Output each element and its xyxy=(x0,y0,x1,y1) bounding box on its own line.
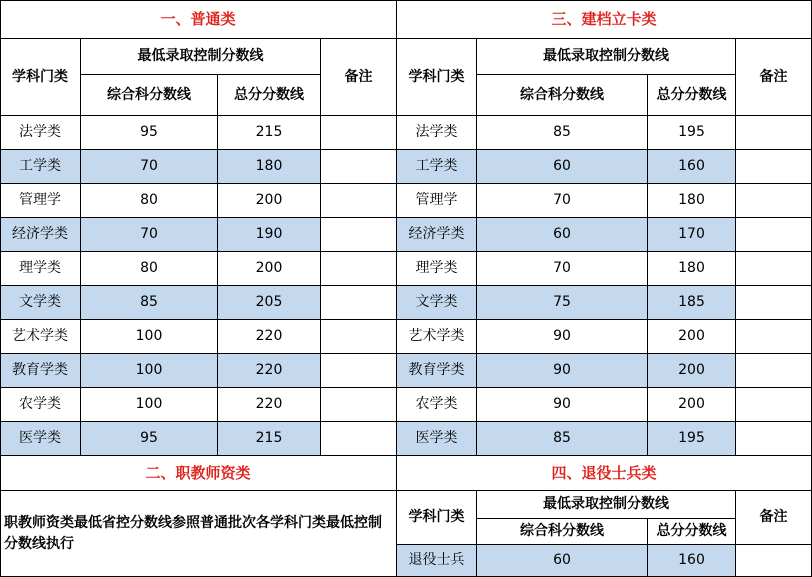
poor-row-remark xyxy=(736,150,812,184)
poor-row-subject: 文学类 xyxy=(397,286,477,320)
poor-row-total: 185 xyxy=(648,286,736,320)
general-row-remark xyxy=(321,388,397,422)
poor-row-remark xyxy=(736,252,812,286)
poor-row-composite: 90 xyxy=(477,320,648,354)
general-row-subject: 理学类 xyxy=(0,252,81,286)
general-row-subject: 文学类 xyxy=(0,286,81,320)
poor-row-composite: 90 xyxy=(477,354,648,388)
poor-row-subject: 经济学类 xyxy=(397,218,477,252)
veteran-row-remark xyxy=(736,545,812,577)
header-remarks: 备注 xyxy=(736,491,812,545)
general-row-subject: 经济学类 xyxy=(0,218,81,252)
general-row-composite: 70 xyxy=(81,218,218,252)
poor-row-composite: 60 xyxy=(477,150,648,184)
general-row-remark xyxy=(321,354,397,388)
poor-row-remark xyxy=(736,184,812,218)
header-subject-category: 学科门类 xyxy=(397,491,477,545)
poor-row-composite: 70 xyxy=(477,184,648,218)
general-row-composite: 85 xyxy=(81,286,218,320)
poor-row-composite: 85 xyxy=(477,422,648,456)
general-row-remark xyxy=(321,184,397,218)
general-row-composite: 100 xyxy=(81,320,218,354)
general-row-total: 200 xyxy=(218,252,321,286)
general-row-remark xyxy=(321,422,397,456)
header-composite-score: 综合科分数线 xyxy=(477,519,648,545)
general-row-composite: 70 xyxy=(81,150,218,184)
general-row-composite: 95 xyxy=(81,116,218,150)
poor-row-subject: 法学类 xyxy=(397,116,477,150)
header-total-score: 总分分数线 xyxy=(648,519,736,545)
general-row-remark xyxy=(321,116,397,150)
poor-row-remark xyxy=(736,116,812,150)
general-row-remark xyxy=(321,150,397,184)
poor-row-subject: 教育学类 xyxy=(397,354,477,388)
vocational-teacher-note: 职教师资类最低省控分数线参照普通批次各学科门类最低控制分数线执行 xyxy=(0,491,397,577)
poor-row-remark xyxy=(736,218,812,252)
section-title-veterans: 四、退役士兵类 xyxy=(397,456,812,491)
poor-row-composite: 60 xyxy=(477,218,648,252)
general-row-total: 205 xyxy=(218,286,321,320)
veteran-row-total: 160 xyxy=(648,545,736,577)
poor-row-subject: 农学类 xyxy=(397,388,477,422)
poor-row-total: 180 xyxy=(648,184,736,218)
general-row-total: 220 xyxy=(218,354,321,388)
poor-row-total: 195 xyxy=(648,422,736,456)
header-total-score: 总分分数线 xyxy=(648,75,736,116)
general-row-composite: 100 xyxy=(81,388,218,422)
poor-row-composite: 75 xyxy=(477,286,648,320)
general-row-composite: 80 xyxy=(81,184,218,218)
general-row-remark xyxy=(321,320,397,354)
poor-row-total: 180 xyxy=(648,252,736,286)
poor-row-total: 195 xyxy=(648,116,736,150)
poor-row-total: 200 xyxy=(648,388,736,422)
poor-row-composite: 70 xyxy=(477,252,648,286)
poor-row-composite: 85 xyxy=(477,116,648,150)
poor-row-subject: 艺术学类 xyxy=(397,320,477,354)
poor-row-subject: 管理学 xyxy=(397,184,477,218)
poor-row-remark xyxy=(736,286,812,320)
veteran-row-subject: 退役士兵 xyxy=(397,545,477,577)
general-row-total: 220 xyxy=(218,388,321,422)
poor-row-remark xyxy=(736,388,812,422)
poor-row-composite: 90 xyxy=(477,388,648,422)
general-row-subject: 艺术学类 xyxy=(0,320,81,354)
general-row-composite: 80 xyxy=(81,252,218,286)
header-subject-category: 学科门类 xyxy=(0,39,81,116)
poor-row-total: 160 xyxy=(648,150,736,184)
header-remarks: 备注 xyxy=(321,39,397,116)
poor-row-subject: 理学类 xyxy=(397,252,477,286)
general-row-total: 220 xyxy=(218,320,321,354)
poor-row-remark xyxy=(736,354,812,388)
poor-row-remark xyxy=(736,320,812,354)
general-row-subject: 法学类 xyxy=(0,116,81,150)
header-total-score: 总分分数线 xyxy=(218,75,321,116)
general-row-total: 190 xyxy=(218,218,321,252)
header-composite-score: 综合科分数线 xyxy=(81,75,218,116)
section-title-general: 一、普通类 xyxy=(0,0,397,39)
poor-row-subject: 医学类 xyxy=(397,422,477,456)
poor-row-total: 200 xyxy=(648,354,736,388)
general-row-remark xyxy=(321,252,397,286)
poor-row-remark xyxy=(736,422,812,456)
general-row-total: 180 xyxy=(218,150,321,184)
general-row-subject: 管理学 xyxy=(0,184,81,218)
general-row-composite: 100 xyxy=(81,354,218,388)
general-row-total: 215 xyxy=(218,422,321,456)
section-title-vocational-teacher: 二、职教师资类 xyxy=(0,456,397,491)
general-row-composite: 95 xyxy=(81,422,218,456)
general-row-subject: 工学类 xyxy=(0,150,81,184)
general-row-subject: 农学类 xyxy=(0,388,81,422)
general-row-subject: 医学类 xyxy=(0,422,81,456)
general-row-total: 215 xyxy=(218,116,321,150)
general-row-remark xyxy=(321,286,397,320)
poor-row-total: 200 xyxy=(648,320,736,354)
header-remarks: 备注 xyxy=(736,39,812,116)
poor-row-subject: 工学类 xyxy=(397,150,477,184)
header-composite-score: 综合科分数线 xyxy=(477,75,648,116)
general-row-total: 200 xyxy=(218,184,321,218)
veteran-row-composite: 60 xyxy=(477,545,648,577)
header-min-score-group: 最低录取控制分数线 xyxy=(477,39,736,75)
poor-row-total: 170 xyxy=(648,218,736,252)
header-min-score-group: 最低录取控制分数线 xyxy=(81,39,321,75)
section-title-registered-poor: 三、建档立卡类 xyxy=(397,0,812,39)
header-subject-category: 学科门类 xyxy=(397,39,477,116)
general-row-subject: 教育学类 xyxy=(0,354,81,388)
header-min-score-group: 最低录取控制分数线 xyxy=(477,491,736,519)
general-row-remark xyxy=(321,218,397,252)
